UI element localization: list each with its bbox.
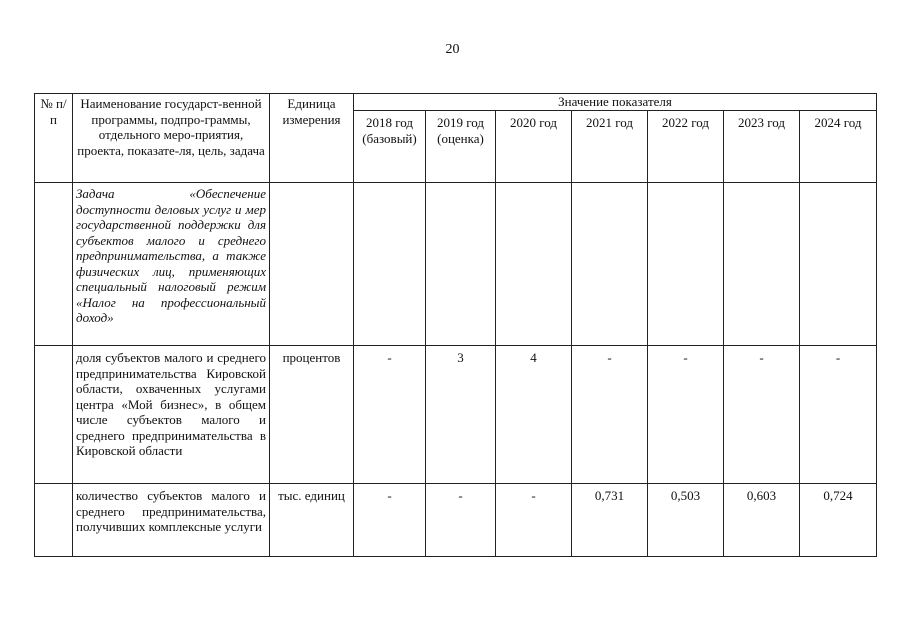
row-task-name: Задача «Обеспечение доступности деловых услуг и мер государственной поддержки для субъектов малого и среднего предпринимательства, а также физических лиц, применяющих специальный налоговый режим «Налог на профессиональный доход» xyxy=(73,183,270,346)
row-share-name: доля субъектов малого и среднего предпринимательства Кировской области, охваченных услугами центра «Мой бизнес», в общем числе субъектов малого и среднего предпринимательства в Кировской области xyxy=(73,346,270,484)
row-unit xyxy=(270,183,354,346)
row-num xyxy=(35,484,73,557)
row-num xyxy=(35,183,73,346)
header-name: Наименование государст-венной программы, подпро-граммы, отдельного меро-приятия, проекта, показате-ля, цель, задача xyxy=(73,94,270,183)
header-year-2022: 2022 год xyxy=(648,111,724,183)
row-share-unit: процентов xyxy=(270,346,354,484)
row-value xyxy=(354,183,426,346)
row-value: 0,731 xyxy=(572,484,648,557)
row-value: - xyxy=(724,346,800,484)
row-count-unit: тыс. единиц xyxy=(270,484,354,557)
row-value xyxy=(648,183,724,346)
row-value: 0,503 xyxy=(648,484,724,557)
header-num: № п/п xyxy=(35,94,73,183)
row-value: - xyxy=(572,346,648,484)
row-value xyxy=(496,183,572,346)
row-value: - xyxy=(426,484,496,557)
row-value: 0,724 xyxy=(800,484,877,557)
table-row-share xyxy=(35,346,877,484)
table-row-task xyxy=(35,183,877,346)
row-value xyxy=(800,183,877,346)
indicators-table xyxy=(34,93,877,557)
row-value: - xyxy=(648,346,724,484)
row-value: - xyxy=(354,484,426,557)
header-value-group: Значение показателя xyxy=(354,94,877,111)
table-row-count xyxy=(35,484,877,557)
page-number: 20 xyxy=(445,42,460,57)
header-unit: Единица измерения xyxy=(270,94,354,183)
header-row-1 xyxy=(35,94,877,111)
row-value: - xyxy=(800,346,877,484)
row-value xyxy=(426,183,496,346)
header-year-2020: 2020 год xyxy=(496,111,572,183)
row-value xyxy=(572,183,648,346)
header-year-2019: 2019 год (оценка) xyxy=(426,111,496,183)
row-value: 3 xyxy=(426,346,496,484)
row-count-name: количество субъектов малого и среднего предпринимательства, получивших комплексные услуги xyxy=(73,484,270,557)
row-value: - xyxy=(354,346,426,484)
row-value: 4 xyxy=(496,346,572,484)
header-year-2024: 2024 год xyxy=(800,111,877,183)
row-num xyxy=(35,346,73,484)
header-year-2018: 2018 год (базовый) xyxy=(354,111,426,183)
row-value: - xyxy=(496,484,572,557)
row-value xyxy=(724,183,800,346)
header-year-2021: 2021 год xyxy=(572,111,648,183)
row-value: 0,603 xyxy=(724,484,800,557)
header-year-2023: 2023 год xyxy=(724,111,800,183)
